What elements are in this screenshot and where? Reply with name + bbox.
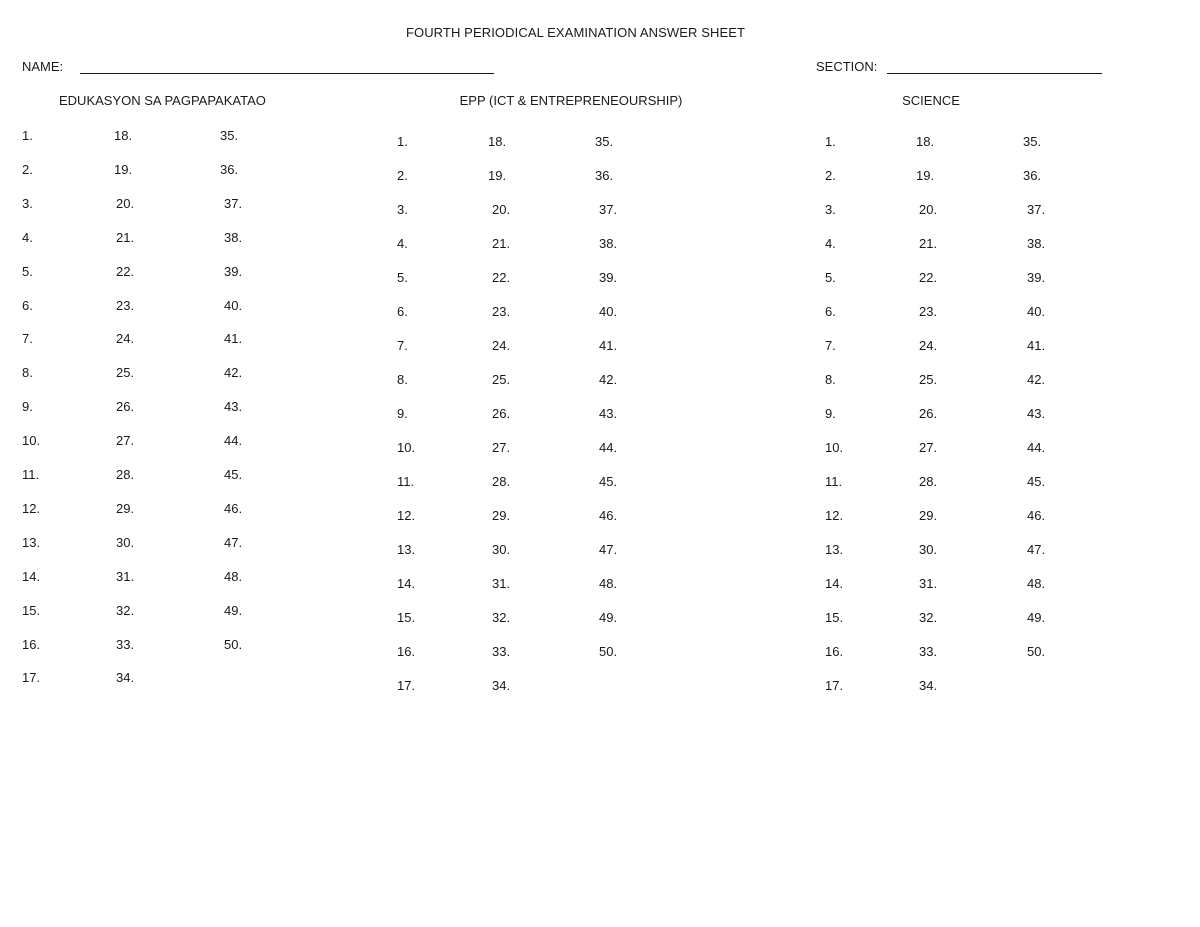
answer-item-esp: 9. — [22, 399, 33, 415]
answer-item-esp: 16. — [22, 636, 41, 652]
answer-item-epp: 33. — [492, 644, 511, 659]
answer-item-epp: 38. — [599, 236, 618, 251]
answer-item-science: 13. — [825, 542, 844, 557]
answer-item-esp: 35. — [220, 128, 239, 143]
answer-item-science: 16. — [825, 644, 844, 659]
answer-item-epp: 12. — [397, 508, 416, 523]
answer-item-esp: 36. — [220, 161, 239, 177]
answer-item-epp: 28. — [492, 474, 511, 489]
answer-item-science: 14. — [825, 576, 844, 591]
section-blank-line — [887, 73, 1102, 74]
answer-item-epp: 45. — [599, 474, 618, 489]
answer-item-science: 9. — [825, 406, 836, 421]
answer-item-epp: 20. — [492, 202, 511, 217]
answer-item-esp: 15. — [22, 602, 41, 618]
answer-item-epp: 26. — [492, 406, 511, 421]
answer-item-esp: 19. — [114, 161, 133, 177]
answer-item-science: 41. — [1027, 338, 1046, 353]
answer-item-science: 18. — [916, 134, 935, 149]
answer-item-science: 45. — [1027, 474, 1046, 489]
answer-item-esp: 5. — [22, 263, 33, 279]
answer-item-science: 49. — [1027, 610, 1046, 625]
answer-item-esp: 46. — [224, 500, 243, 516]
answer-item-esp: 11. — [22, 467, 40, 482]
answer-item-epp: 1. — [397, 134, 408, 149]
name-label: NAME: — [22, 59, 64, 74]
answer-item-science: 24. — [919, 338, 938, 353]
answer-item-esp: 23. — [116, 297, 135, 313]
answer-item-esp: 38. — [224, 229, 243, 245]
answer-item-epp: 47. — [599, 542, 618, 557]
answer-item-esp: 43. — [224, 399, 243, 415]
answer-item-epp: 37. — [599, 202, 618, 217]
answer-item-science: 35. — [1023, 134, 1042, 149]
answer-item-esp: 25. — [116, 365, 135, 381]
answer-item-science: 33. — [919, 644, 938, 659]
answer-item-science: 26. — [919, 406, 938, 421]
answer-item-science: 7. — [825, 338, 836, 353]
answer-item-epp: 29. — [492, 508, 511, 523]
answer-item-epp: 46. — [599, 508, 618, 523]
answer-item-science: 44. — [1027, 440, 1046, 455]
answer-item-epp: 17. — [397, 678, 416, 693]
answer-item-science: 40. — [1027, 304, 1046, 319]
answer-item-science: 46. — [1027, 508, 1046, 523]
answer-item-epp: 27. — [492, 440, 511, 455]
answer-item-esp: 2. — [22, 161, 33, 177]
answer-item-science: 42. — [1027, 372, 1046, 387]
answer-item-epp: 19. — [488, 168, 507, 183]
answer-item-science: 20. — [919, 202, 938, 217]
answer-item-epp: 8. — [397, 372, 408, 387]
answer-item-science: 27. — [919, 440, 938, 455]
answer-item-esp: 21. — [116, 229, 135, 245]
answer-item-epp: 3. — [397, 202, 408, 217]
answer-item-epp: 35. — [595, 134, 614, 149]
answer-item-epp: 34. — [492, 678, 511, 693]
answer-item-epp: 23. — [492, 304, 511, 319]
answer-item-science: 36. — [1023, 168, 1042, 183]
answer-item-epp: 32. — [492, 610, 511, 625]
answer-item-epp: 5. — [397, 270, 408, 285]
answer-item-esp: 13. — [22, 534, 41, 550]
answer-item-esp: 30. — [116, 534, 135, 550]
answer-item-science: 2. — [825, 168, 836, 183]
answer-item-science: 6. — [825, 304, 836, 319]
answer-item-esp: 47. — [224, 534, 243, 550]
answer-item-esp: 50. — [224, 636, 243, 652]
answer-item-esp: 4. — [22, 229, 33, 245]
answer-item-science: 28. — [919, 474, 938, 489]
answer-item-science: 11. — [825, 474, 843, 489]
answer-item-epp: 31. — [492, 576, 511, 591]
subject-heading-epp: EPP (ICT & ENTREPRENEOURSHIP) — [459, 93, 683, 108]
answer-item-esp: 39. — [224, 263, 243, 279]
answer-item-epp: 41. — [599, 338, 618, 353]
answer-item-science: 43. — [1027, 406, 1046, 421]
answer-item-epp: 43. — [599, 406, 618, 421]
answer-item-epp: 22. — [492, 270, 511, 285]
answer-item-epp: 44. — [599, 440, 618, 455]
answer-item-science: 29. — [919, 508, 938, 523]
answer-item-epp: 16. — [397, 644, 416, 659]
answer-item-science: 39. — [1027, 270, 1046, 285]
answer-item-esp: 18. — [114, 128, 133, 143]
answer-item-science: 15. — [825, 610, 844, 625]
answer-item-epp: 21. — [492, 236, 511, 251]
answer-item-science: 22. — [919, 270, 938, 285]
answer-item-epp: 14. — [397, 576, 416, 591]
answer-item-esp: 31. — [116, 568, 135, 584]
answer-item-epp: 40. — [599, 304, 618, 319]
answer-item-esp: 7. — [22, 331, 33, 347]
answer-item-epp: 18. — [488, 134, 507, 149]
answer-item-esp: 24. — [116, 331, 135, 347]
answer-item-epp: 36. — [595, 168, 614, 183]
answer-item-epp: 4. — [397, 236, 408, 251]
answer-item-epp: 39. — [599, 270, 618, 285]
answer-item-epp: 11. — [397, 474, 415, 489]
answer-item-esp: 45. — [224, 467, 243, 482]
page-title: FOURTH PERIODICAL EXAMINATION ANSWER SHEET — [405, 25, 746, 40]
answer-item-science: 47. — [1027, 542, 1046, 557]
answer-item-esp: 6. — [22, 297, 33, 313]
answer-item-epp: 6. — [397, 304, 408, 319]
answer-item-esp: 3. — [22, 195, 33, 211]
answer-item-epp: 48. — [599, 576, 618, 591]
answer-item-science: 23. — [919, 304, 938, 319]
answer-item-epp: 13. — [397, 542, 416, 557]
answer-item-epp: 10. — [397, 440, 416, 455]
answer-item-epp: 9. — [397, 406, 408, 421]
section-label: SECTION: — [816, 59, 878, 74]
answer-item-science: 10. — [825, 440, 844, 455]
answer-item-science: 17. — [825, 678, 844, 693]
answer-item-science: 37. — [1027, 202, 1046, 217]
answer-item-science: 34. — [919, 678, 938, 693]
answer-item-epp: 30. — [492, 542, 511, 557]
answer-item-science: 12. — [825, 508, 844, 523]
answer-item-science: 25. — [919, 372, 938, 387]
answer-item-epp: 24. — [492, 338, 511, 353]
answer-item-science: 31. — [919, 576, 938, 591]
answer-item-esp: 17. — [22, 670, 41, 686]
answer-item-science: 4. — [825, 236, 836, 251]
answer-item-esp: 41. — [224, 331, 243, 347]
subject-heading-esp: EDUKASYON SA PAGPAPAKATAO — [59, 93, 266, 108]
answer-item-esp: 34. — [116, 670, 135, 686]
answer-item-science: 19. — [916, 168, 935, 183]
answer-item-esp: 48. — [224, 568, 243, 584]
answer-item-esp: 40. — [224, 297, 243, 313]
answer-item-esp: 10. — [22, 433, 41, 449]
answer-item-esp: 42. — [224, 365, 243, 381]
name-blank-line — [80, 73, 494, 74]
answer-item-esp: 8. — [22, 365, 33, 381]
answer-item-esp: 20. — [116, 195, 135, 211]
answer-item-science: 3. — [825, 202, 836, 217]
answer-item-esp: 22. — [116, 263, 135, 279]
answer-item-science: 32. — [919, 610, 938, 625]
answer-item-science: 21. — [919, 236, 938, 251]
answer-item-science: 5. — [825, 270, 836, 285]
answer-item-science: 30. — [919, 542, 938, 557]
answer-item-epp: 42. — [599, 372, 618, 387]
answer-item-esp: 44. — [224, 433, 243, 449]
answer-item-epp: 7. — [397, 338, 408, 353]
answer-item-esp: 29. — [116, 500, 135, 516]
answer-item-esp: 49. — [224, 602, 243, 618]
answer-item-esp: 27. — [116, 433, 135, 449]
answer-item-science: 50. — [1027, 644, 1046, 659]
answer-item-esp: 26. — [116, 399, 135, 415]
answer-item-esp: 33. — [116, 636, 135, 652]
answer-item-epp: 49. — [599, 610, 618, 625]
answer-item-science: 38. — [1027, 236, 1046, 251]
answer-item-esp: 12. — [22, 500, 41, 516]
answer-item-science: 48. — [1027, 576, 1046, 591]
answer-item-esp: 14. — [22, 568, 41, 584]
answer-item-esp: 37. — [224, 195, 243, 211]
answer-item-esp: 32. — [116, 602, 135, 618]
answer-item-science: 8. — [825, 372, 836, 387]
answer-item-science: 1. — [825, 134, 836, 149]
answer-item-epp: 50. — [599, 644, 618, 659]
answer-item-epp: 2. — [397, 168, 408, 183]
answer-item-epp: 15. — [397, 610, 416, 625]
answer-item-esp: 1. — [22, 128, 33, 143]
subject-heading-science: SCIENCE — [902, 93, 960, 108]
answer-item-esp: 28. — [116, 467, 135, 482]
answer-item-epp: 25. — [492, 372, 511, 387]
